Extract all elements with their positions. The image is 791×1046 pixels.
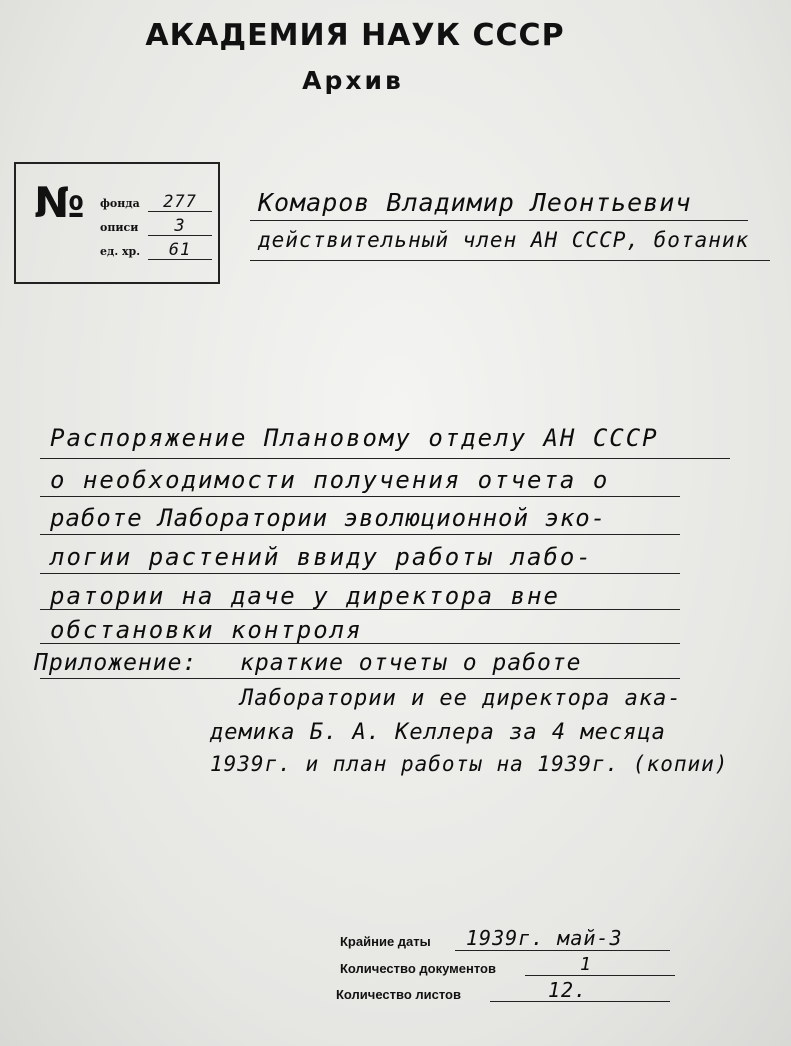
docs-value: 1 [580,954,592,975]
body-line-1: Распоряжение Плановому отделу АН СССР [50,424,659,452]
opis-value: 3 [148,217,212,236]
rule-line [40,458,730,459]
dates-label: Крайние даты [340,934,431,949]
appendix-line-2: Лаборатории и ее директора ака- [240,686,682,711]
sheets-value: 12. [548,978,588,1002]
person-name: Комаров Владимир Леонтьевич [258,188,692,217]
body-line-6: обстановки контроля [50,616,363,644]
rule-line [250,220,748,221]
edkhr-label: ед. хр. [100,245,141,258]
fond-row [100,192,212,212]
body-line-2: о необходимости получения отчета о [50,466,610,494]
dates-value: 1939г. май-3 [466,926,623,950]
body-line-4: логии растений ввиду работы лабо- [50,543,593,571]
opis-label: описи [100,221,139,234]
opis-row [100,216,212,236]
body-line-5: ратории на даче у директора вне [50,582,560,610]
rule-line [40,609,680,610]
fond-label: фонда [100,197,140,210]
rule-line [250,260,770,261]
rule-line [40,643,680,644]
rule-line [40,678,680,679]
body-line-3: работе Лаборатории эволюционной эко- [50,504,607,532]
rule-line [40,534,680,535]
rule-line [525,975,675,976]
edkhr-value: 61 [148,241,212,260]
sheets-label: Количество листов [336,987,461,1002]
rule-line [40,573,680,574]
archive-stamp [14,162,220,284]
edkhr-row [100,240,212,260]
archive-subheader: Архив [302,66,404,95]
institution-header: АКАДЕМИЯ НАУК СССР [145,18,565,53]
appendix-line-3: демика Б. А. Келлера за 4 месяца [210,720,666,745]
rule-line [40,496,680,497]
person-title: действительный член АН СССР, ботаник [258,228,750,252]
appendix-line-1: краткие отчеты о работе [240,650,582,676]
number-sign: № [34,178,85,227]
docs-label: Количество документов [340,961,496,976]
appendix-line-4: 1939г. и план работы на 1939г. (копии) [210,752,729,776]
rule-line [455,950,670,951]
appendix-label: Приложение: [34,650,198,676]
fond-value: 277 [148,193,212,212]
